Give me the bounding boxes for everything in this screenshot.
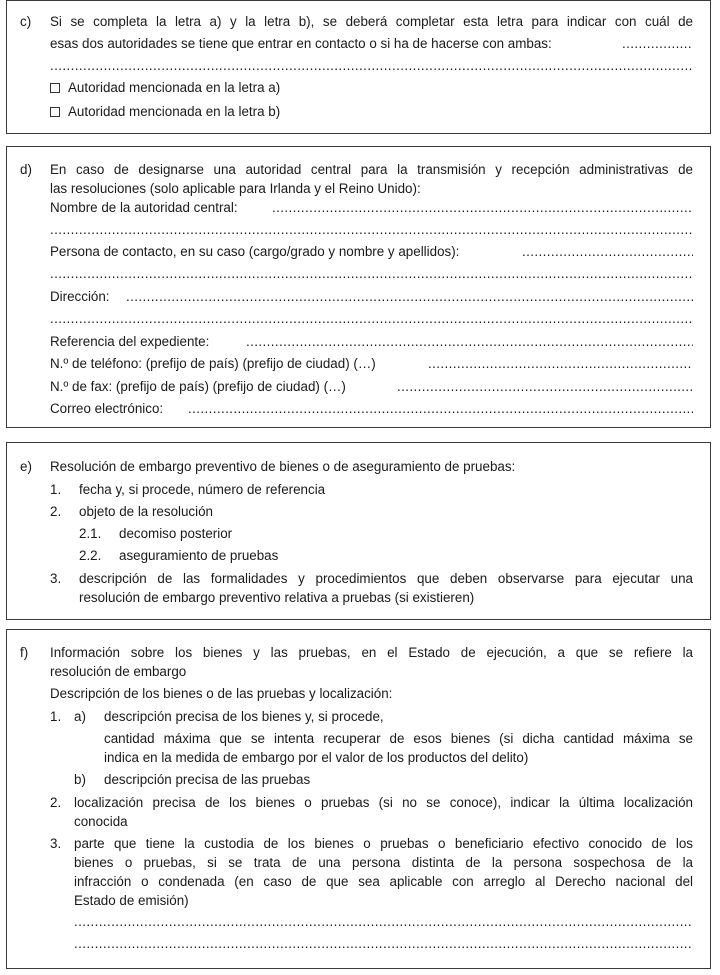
- section-f-item3-line3: infracción o condenada (en caso de que sea aplicable con arreglo al Derecho nacional del: [74, 874, 693, 889]
- contact-person-label: Persona de contacto, en su caso (cargo/grado y nombre y apellidos):: [50, 244, 460, 259]
- section-f-item1a-letter: a): [74, 709, 86, 724]
- section-c-marker: c): [20, 14, 32, 29]
- section-f-item1a-detail-line1: cantidad máxima que se intenta recuperar de esos bienes (si dicha cantidad máxima se: [104, 731, 693, 746]
- central-authority-label: Nombre de la autoridad central:: [50, 200, 238, 215]
- section-f-answer-line-1[interactable]: [74, 914, 693, 930]
- section-e-item2-1: decomiso posterior: [119, 526, 233, 541]
- section-e-item2-num: 2.: [50, 504, 62, 519]
- section-e-item2-2: aseguramiento de pruebas: [119, 548, 279, 563]
- section-f-marker: f): [20, 645, 29, 660]
- section-e-item3-num: 3.: [50, 571, 62, 586]
- section-f-item1b: descripción precisa de las pruebas: [104, 772, 311, 787]
- address-field-2[interactable]: [50, 311, 693, 327]
- email-label: Correo electrónico:: [50, 401, 164, 416]
- section-c-line1: Si se completa la letra a) y la letra b), se deberá completar esta letra para indicar con cuál de: [50, 14, 693, 29]
- option-authority-a[interactable]: [50, 80, 280, 96]
- section-f-item2-line2: conocida: [74, 814, 128, 829]
- section-e-marker: e): [20, 459, 32, 474]
- option-authority-a-label: Autoridad mencionada en la letra a): [68, 80, 281, 95]
- email-field[interactable]: [188, 401, 693, 417]
- section-f-title-line2: resolución de embargo: [50, 664, 187, 679]
- file-reference-label: Referencia del expediente:: [50, 334, 210, 349]
- option-authority-a-checkbox[interactable]: [50, 83, 60, 93]
- section-f-item2-line1: localización precisa de los bienes o pruebas (si no se conoce), indicar la última localización: [74, 795, 693, 810]
- contact-person-field[interactable]: [522, 244, 693, 260]
- fax-label: N.º de fax: (prefijo de país) (prefijo de ciudad) (…): [50, 379, 346, 394]
- address-label: Dirección:: [50, 289, 110, 304]
- section-e-item1: fecha y, si procede, número de referencia: [79, 482, 326, 497]
- section-f-item3-line4: Estado de emisión): [74, 893, 189, 908]
- section-f-subtitle: Descripción de los bienes o de las pruebas y localización:: [50, 686, 393, 701]
- section-f-item1-num: 1.: [50, 709, 62, 724]
- section-c-answer-line[interactable]: [50, 58, 693, 74]
- section-f-item2-num: 2.: [50, 795, 62, 810]
- phone-field[interactable]: [428, 356, 693, 372]
- section-f-item3-line1: parte que tiene la custodia de los bienes o pruebas o beneficiario efectivo conocido de los: [74, 836, 693, 851]
- section-e-title: Resolución de embargo preventivo de bienes o de aseguramiento de pruebas:: [50, 459, 516, 474]
- section-e-item3-line2: resolución de embargo preventivo relativa a pruebas (si existieren): [79, 590, 475, 605]
- option-authority-b-checkbox[interactable]: [50, 107, 60, 117]
- central-authority-field[interactable]: [272, 200, 693, 216]
- section-d-line1: En caso de designarse una autoridad central para la transmisión y recepción administrativas de: [50, 162, 693, 177]
- section-d-line2: las resoluciones (solo aplicable para Irlanda y el Reino Unido):: [50, 181, 421, 196]
- fax-field[interactable]: [397, 379, 693, 395]
- option-authority-b-label: Autoridad mencionada en la letra b): [68, 104, 281, 119]
- section-f-item3-num: 3.: [50, 836, 62, 851]
- section-f-title-line1: Información sobre los bienes y las pruebas, en el Estado de ejecución, a que se refiere la: [50, 645, 693, 660]
- file-reference-field[interactable]: [246, 334, 693, 350]
- section-e-item2: objeto de la resolución: [79, 504, 213, 519]
- section-f-item1b-letter: b): [74, 772, 86, 787]
- section-d-marker: d): [20, 162, 32, 177]
- section-e-item3-line1: descripción de las formalidades y procedimientos que deben observarse para ejecutar una: [79, 571, 693, 586]
- address-field[interactable]: [126, 289, 693, 305]
- section-f-item1a-detail-line2: indica en la medida de embargo por el valor de los productos del delito): [104, 750, 529, 765]
- section-e-item2-1-num: 2.1.: [79, 526, 102, 541]
- central-authority-field-2[interactable]: [50, 222, 693, 238]
- option-authority-b[interactable]: [50, 104, 280, 120]
- section-c-line2: esas dos autoridades se tiene que entrar en contacto o si ha de hacerse con ambas:: [50, 36, 552, 51]
- section-f-item3-line2: bienes o pruebas, si se trata de una persona distinta de la persona sospechosa de la: [74, 855, 693, 870]
- section-c-line2-fill[interactable]: [622, 36, 693, 52]
- section-f-answer-line-2[interactable]: [74, 936, 693, 952]
- contact-person-field-2[interactable]: [50, 266, 693, 282]
- phone-label: N.º de teléfono: (prefijo de país) (prefijo de ciudad) (…): [50, 356, 376, 371]
- section-e-item1-num: 1.: [50, 482, 62, 497]
- section-e-item2-2-num: 2.2.: [79, 548, 102, 563]
- section-f-item1a: descripción precisa de los bienes y, si procede,: [104, 709, 384, 724]
